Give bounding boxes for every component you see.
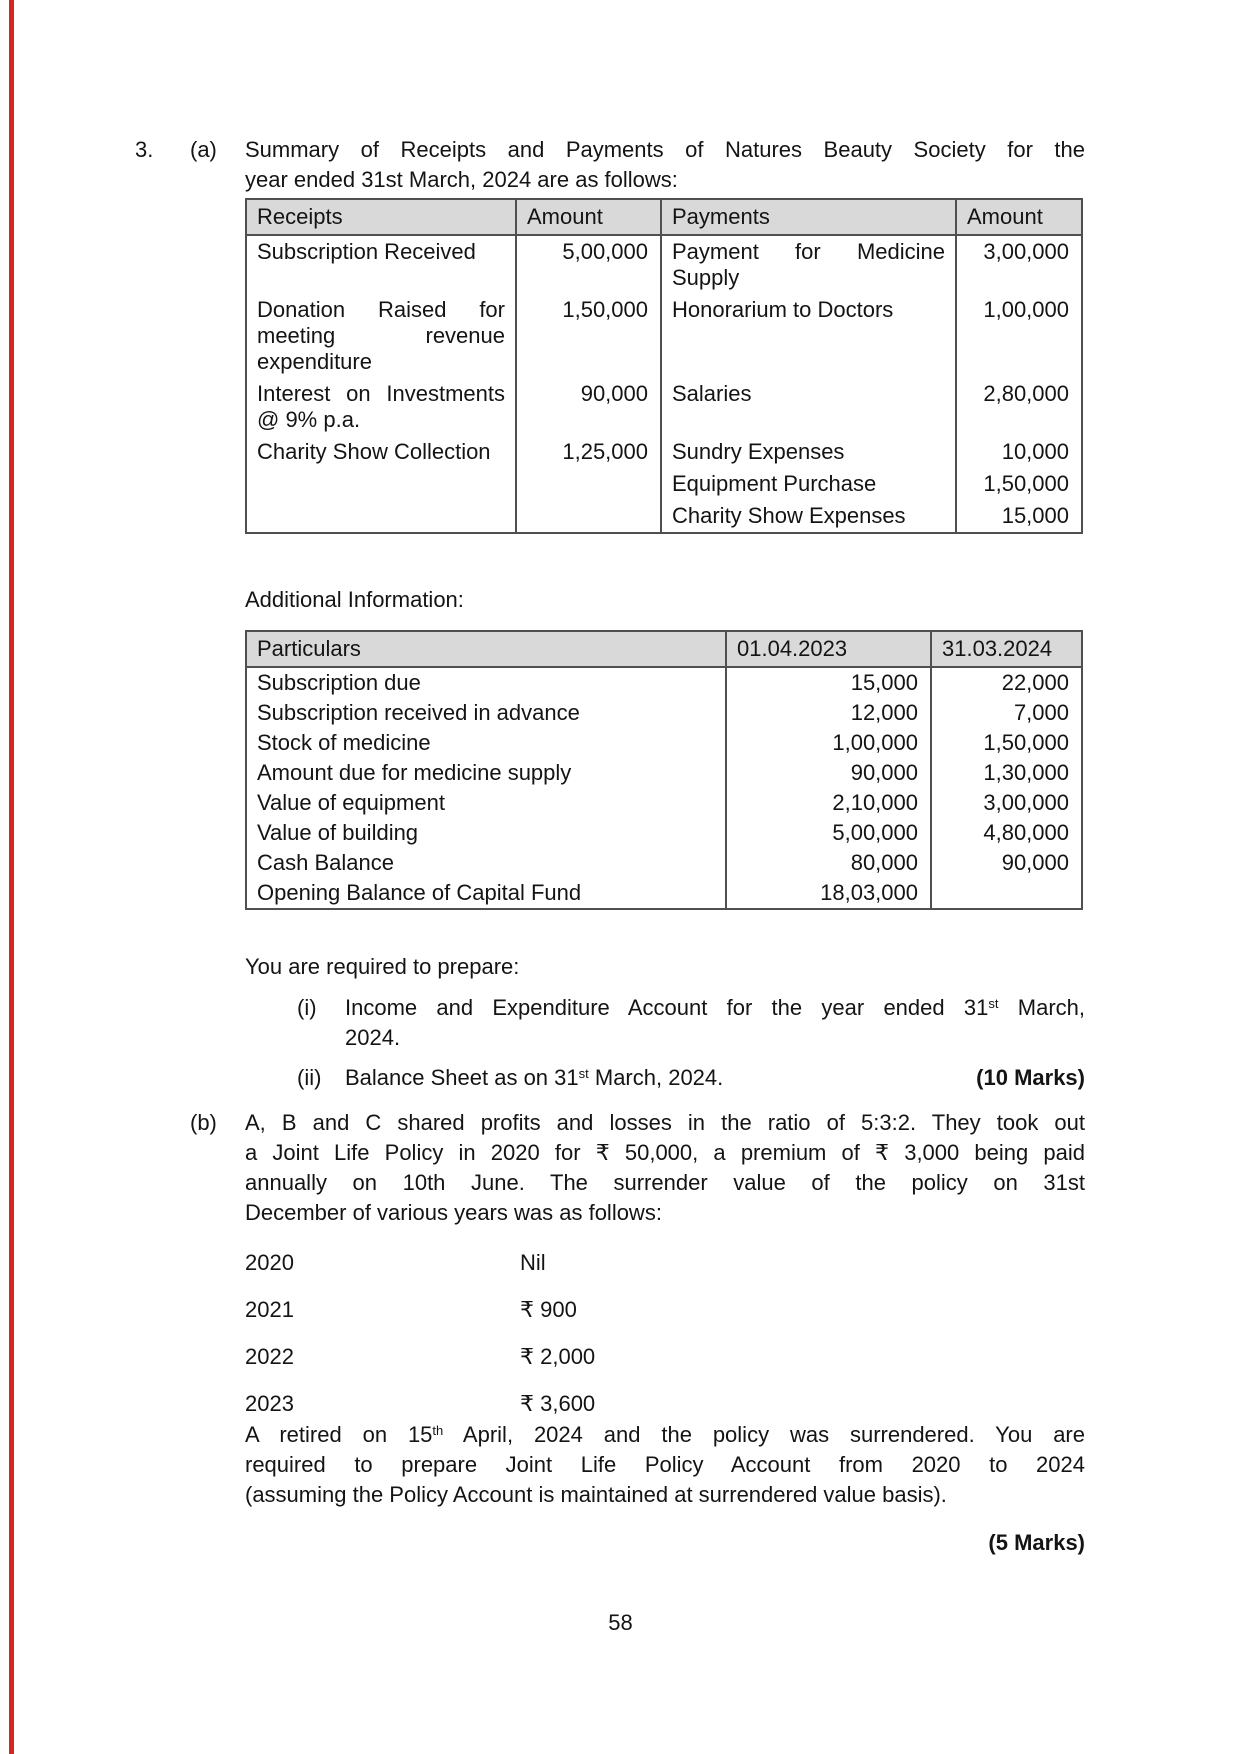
payment-amount: 3,00,000 xyxy=(956,235,1082,294)
opening-value: 1,00,000 xyxy=(726,728,931,758)
particular-label: Stock of medicine xyxy=(246,728,726,758)
payment-label: Salaries xyxy=(661,378,956,436)
item-i-line1-end: March, xyxy=(998,995,1086,1020)
opening-value: 12,000 xyxy=(726,698,931,728)
particular-label: Value of equipment xyxy=(246,788,726,818)
receipt-label: Donation Raised for meeting revenue expenditure xyxy=(246,294,516,378)
ordinal-superscript: st xyxy=(988,996,999,1011)
closing-value: 22,000 xyxy=(931,667,1082,698)
payment-amount: 1,50,000 xyxy=(956,468,1082,500)
receipt-amount xyxy=(516,468,661,500)
surrender-year: 2022 xyxy=(245,1344,294,1369)
opening-value: 80,000 xyxy=(726,848,931,878)
receipt-label: Charity Show Collection xyxy=(246,436,516,468)
surrender-value: Nil xyxy=(520,1250,546,1275)
surrender-year: 2023 xyxy=(245,1391,294,1416)
particular-label: Subscription due xyxy=(246,667,726,698)
surrender-year: 2020 xyxy=(245,1250,294,1275)
opening-value: 15,000 xyxy=(726,667,931,698)
list-item xyxy=(245,1295,1085,1325)
question-number: 3. xyxy=(135,137,154,162)
column-header-amount: Amount xyxy=(956,199,1082,235)
payment-label: Payment for Medicine Supply xyxy=(661,235,956,294)
receipt-label: Subscription Received xyxy=(246,235,516,294)
table-row xyxy=(246,788,1082,818)
closing-value: 4,80,000 xyxy=(931,818,1082,848)
receipt-label xyxy=(246,468,516,500)
closing-value: 7,000 xyxy=(931,698,1082,728)
item-ii-line: Balance Sheet as on 31 xyxy=(345,1065,579,1090)
payment-label: Sundry Expenses xyxy=(661,436,956,468)
list-item xyxy=(245,1342,1085,1372)
requirement-item-i xyxy=(297,993,1085,1053)
table-row xyxy=(246,728,1082,758)
question-3b xyxy=(135,1108,1085,1228)
item-i-text xyxy=(345,993,1085,1053)
table-row xyxy=(246,758,1082,788)
intro-line: A, B and C shared profits and losses in the ratio of 5:3:2. They took out xyxy=(245,1110,1085,1135)
particular-label: Subscription received in advance xyxy=(246,698,726,728)
closing-line2: required to prepare Joint Life Policy Account from 2020 to 2024 xyxy=(245,1452,1085,1477)
table-row xyxy=(246,667,1082,698)
marks-part-b: (5 Marks) xyxy=(988,1530,1085,1555)
column-header-opening-date: 01.04.2023 xyxy=(726,631,931,667)
table-row xyxy=(246,436,1082,468)
table-row xyxy=(246,235,1082,294)
column-header-receipts: Receipts xyxy=(246,199,516,235)
receipt-amount: 1,50,000 xyxy=(516,294,661,378)
item-ii-line-end: March, 2024. xyxy=(588,1065,724,1090)
closing-value: 1,50,000 xyxy=(931,728,1082,758)
receipt-amount: 5,00,000 xyxy=(516,235,661,294)
table-row xyxy=(246,818,1082,848)
closing-value: 1,30,000 xyxy=(931,758,1082,788)
column-header-particulars: Particulars xyxy=(246,631,726,667)
receipt-amount: 1,25,000 xyxy=(516,436,661,468)
surrender-value-list xyxy=(245,1248,1085,1419)
closing-line1-end: April, 2024 and the policy was surrendered. You are xyxy=(443,1422,1085,1447)
payment-amount: 1,00,000 xyxy=(956,294,1082,378)
payment-amount: 10,000 xyxy=(956,436,1082,468)
opening-value: 5,00,000 xyxy=(726,818,931,848)
item-i-line2: 2024. xyxy=(345,1025,401,1050)
receipt-amount xyxy=(516,500,661,533)
intro-line: year ended 31st March, 2024 are as follows: xyxy=(245,167,678,192)
page-number: 58 xyxy=(608,1610,633,1635)
particular-label: Opening Balance of Capital Fund xyxy=(246,878,726,909)
list-item xyxy=(245,1389,1085,1419)
item-ii-label: (ii) xyxy=(297,1065,322,1090)
requirement-intro: You are required to prepare: xyxy=(245,954,520,979)
table-header-row xyxy=(246,199,1082,235)
particular-label: Amount due for medicine supply xyxy=(246,758,726,788)
payment-label: Equipment Purchase xyxy=(661,468,956,500)
item-i-line1: Income and Expenditure Account for the year ended 31 xyxy=(345,995,989,1020)
opening-value: 2,10,000 xyxy=(726,788,931,818)
table-row xyxy=(246,294,1082,378)
intro-line: Summary of Receipts and Payments of Natures Beauty Society for the xyxy=(245,137,1085,162)
additional-information-table xyxy=(245,630,1083,910)
closing-line1: A retired on 15 xyxy=(245,1422,433,1447)
intro-line: annually on 10th June. The surrender value of the policy on 31st xyxy=(245,1170,1085,1195)
marks-part-a: (10 Marks) xyxy=(976,1065,1085,1090)
payment-label: Charity Show Expenses xyxy=(661,500,956,533)
table-row xyxy=(246,878,1082,909)
table-header-row xyxy=(246,631,1082,667)
surrender-year: 2021 xyxy=(245,1297,294,1322)
item-i-label: (i) xyxy=(297,995,317,1020)
opening-value: 90,000 xyxy=(726,758,931,788)
particular-label: Cash Balance xyxy=(246,848,726,878)
column-header-payments: Payments xyxy=(661,199,956,235)
table-row xyxy=(246,698,1082,728)
closing-value xyxy=(931,878,1082,909)
table-row xyxy=(246,468,1082,500)
receipt-amount: 90,000 xyxy=(516,378,661,436)
table-row xyxy=(246,378,1082,436)
closing-value: 3,00,000 xyxy=(931,788,1082,818)
part-b-intro xyxy=(245,1108,1085,1228)
closing-line3: (assuming the Policy Account is maintained at surrendered value basis). xyxy=(245,1482,947,1507)
item-ii-text xyxy=(345,1063,976,1093)
receipt-label: Interest on Investments @ 9% p.a. xyxy=(246,378,516,436)
part-a-label: (a) xyxy=(190,137,217,162)
intro-line: December of various years was as follows: xyxy=(245,1200,662,1225)
payment-label: Honorarium to Doctors xyxy=(661,294,956,378)
column-header-closing-date: 31.03.2024 xyxy=(931,631,1082,667)
additional-information-label: Additional Information: xyxy=(245,587,464,612)
part-b-closing xyxy=(245,1420,1085,1510)
closing-value: 90,000 xyxy=(931,848,1082,878)
requirement-item-ii xyxy=(297,1063,1085,1093)
part-b-label: (b) xyxy=(190,1110,217,1135)
intro-line: a Joint Life Policy in 2020 for ₹ 50,000, a premium of ₹ 3,000 being paid xyxy=(245,1140,1085,1165)
left-margin-rule xyxy=(9,0,14,1754)
table-row xyxy=(246,500,1082,533)
particular-label: Value of building xyxy=(246,818,726,848)
payment-amount: 15,000 xyxy=(956,500,1082,533)
surrender-value: ₹ 3,600 xyxy=(520,1391,596,1416)
surrender-value: ₹ 2,000 xyxy=(520,1344,596,1369)
receipt-label xyxy=(246,500,516,533)
part-a-intro xyxy=(245,135,1085,195)
column-header-amount: Amount xyxy=(516,199,661,235)
list-item xyxy=(245,1248,1085,1278)
receipts-payments-table xyxy=(245,198,1083,534)
opening-value: 18,03,000 xyxy=(726,878,931,909)
ordinal-superscript: th xyxy=(432,1423,444,1438)
payment-amount: 2,80,000 xyxy=(956,378,1082,436)
table-row xyxy=(246,848,1082,878)
surrender-value: ₹ 900 xyxy=(520,1297,577,1322)
question-3a-heading xyxy=(135,135,1085,195)
ordinal-superscript: st xyxy=(578,1066,589,1081)
